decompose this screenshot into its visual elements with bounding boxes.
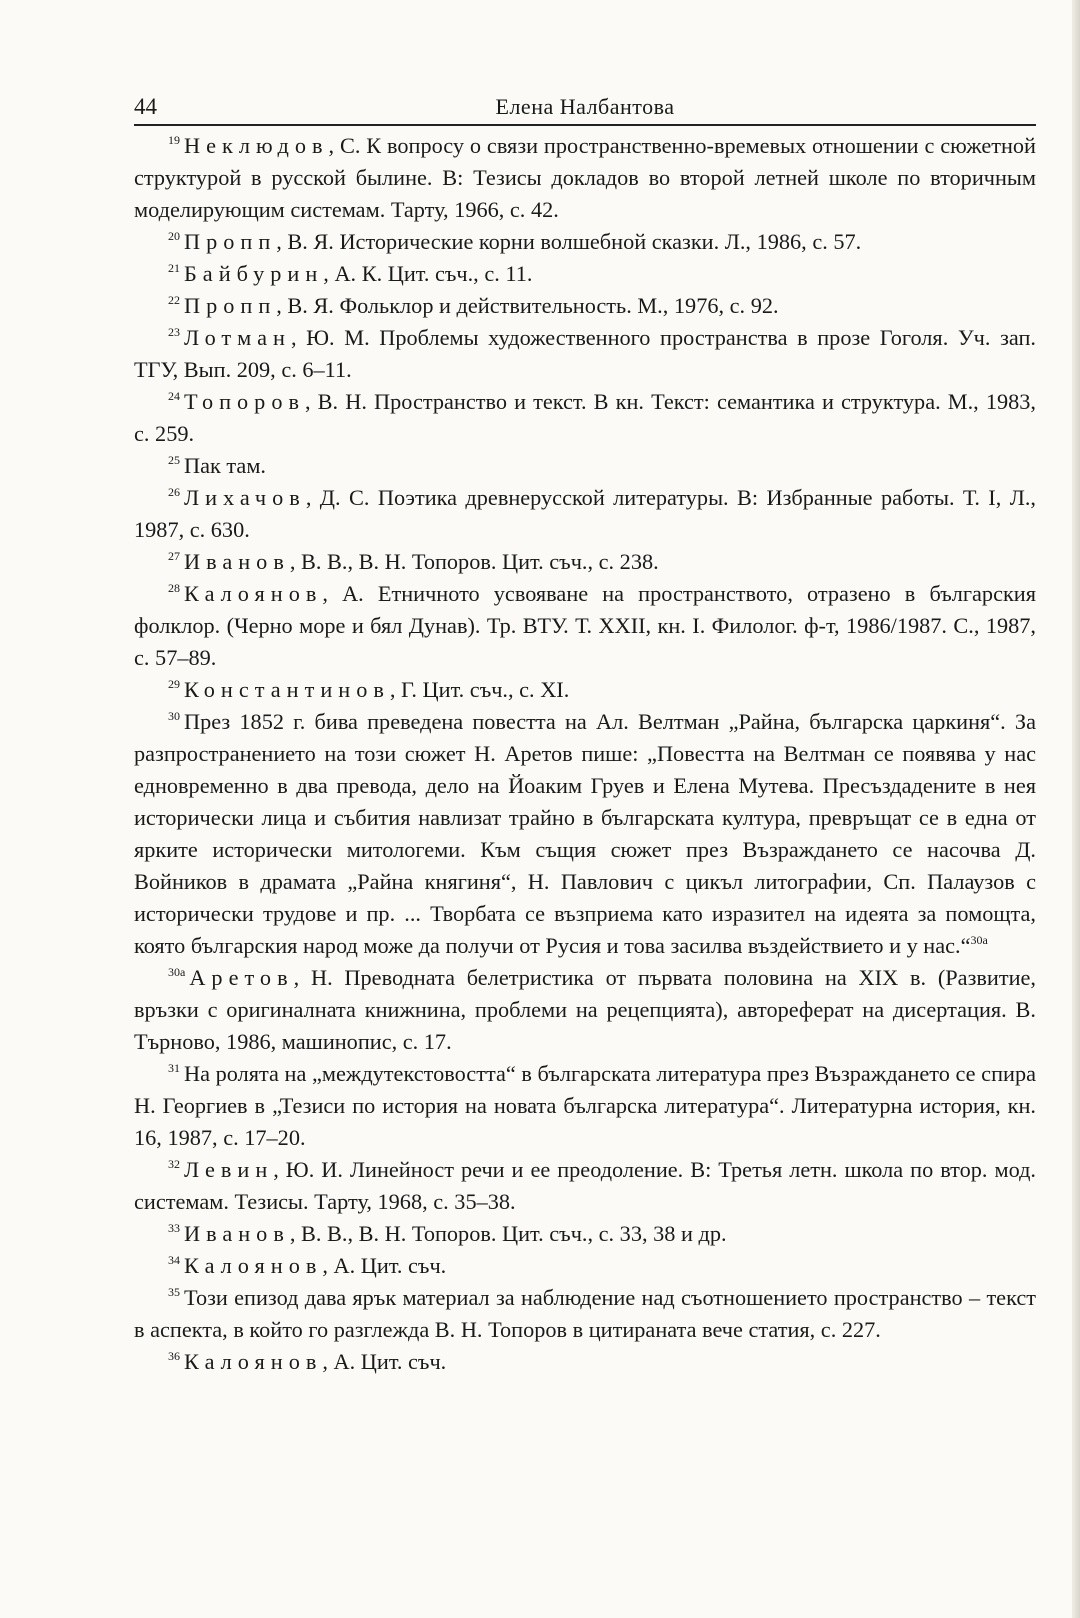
- footnote-number: 35: [168, 1285, 180, 1299]
- footnote: [134, 386, 1036, 450]
- running-head: Елена Налбантова: [495, 94, 675, 119]
- footnote-text: , Ю. М. Проблемы художественного пространства в прозе Гоголя. Уч. зап. ТГУ, Вып. 209, с. 6–11.: [134, 325, 1036, 382]
- footnote-text: През 1852 г. бива преведена повестта на Ал. Велтман „Райна, българска царкиня“. За разпространението на този сюжет Н. Аретов пише: „Повестта на Велтман се появява у нас едновременно в два превода, дело на Йоаким Груев и Елена Мутева. Пресъздадените в нея исторически лица и събития навлизат трайно в българската култура, превръщат се в една от ярките исторически митологеми. Към същия сюжет през Възраждането се насочва Д. Войников в драмата „Райна княгиня“, Н. Павлович с цикъл литографии, Сп. Палаузов с исторически трудове и пр. ... Творбата се възприема като изразител на идеята за помощта, която българския народ може да получи от Русия и това засилва въздействието и у нас.“: [134, 709, 1036, 958]
- footnote-text: , А. К. Цит. съч., с. 11.: [323, 261, 533, 286]
- footnote-number: 20: [168, 229, 180, 243]
- footnote-number: 34: [168, 1253, 180, 1267]
- footnote-number: 26: [168, 485, 180, 499]
- footnote-author: Калоянов: [184, 581, 323, 606]
- footnote: [134, 674, 1036, 706]
- footnote-text: , С. К вопросу о связи пространственно-времевых отношении с сюжетной структурой в русской былине. В: Тезисы докладов во второй летней школе по вторичным моделирующим системам. Тарту, 1966, с. 42.: [134, 133, 1036, 222]
- footnote-author: Иванов: [184, 549, 290, 574]
- footnote-text: , В. Н. Пространство и текст. В кн. Текст: семантика и структура. М., 1983, с. 259.: [134, 389, 1036, 446]
- footnote-author: Пропп: [184, 229, 277, 254]
- footnote-number: 31: [168, 1061, 180, 1075]
- footnote: [134, 130, 1036, 226]
- footnote-text: , В. В., В. Н. Топоров. Цит. съч., с. 238.: [289, 549, 659, 574]
- footnote-number: 25: [168, 453, 180, 467]
- footnote-text: , В. Я. Исторические корни волшебной сказки. Л., 1986, с. 57.: [276, 229, 862, 254]
- footnote-number: 33: [168, 1221, 180, 1235]
- footnote: [134, 1282, 1036, 1346]
- page-header: [134, 88, 1036, 126]
- footnote: [134, 482, 1036, 546]
- footnote-number: 29: [168, 677, 180, 691]
- footnote: [134, 1058, 1036, 1154]
- footnote-text: , А. Етничното усвояване на пространството, отразено в българския фолклор. (Черно море и бял Дунав). Тр. ВТУ. Т. XXII, кн. I. Филолог. ф-т, 1986/1987. С., 1987, с. 57–89.: [134, 581, 1036, 670]
- footnote-number: 19: [168, 133, 180, 147]
- footnote-author: Лотман: [184, 325, 291, 350]
- footnote-author: Топоров: [184, 389, 305, 414]
- footnote: [134, 1250, 1036, 1282]
- footnote-author: Константинов: [184, 677, 390, 702]
- footnote-text: , В. Я. Фольклор и действительность. М., 1976, с. 92.: [276, 293, 779, 318]
- footnote-number: 23: [168, 325, 180, 339]
- footnote: [134, 322, 1036, 386]
- footnote-author: Неклюдов: [184, 133, 329, 158]
- footnote: [134, 226, 1036, 258]
- footnote: [134, 1154, 1036, 1218]
- footnote-number: 36: [168, 1349, 180, 1363]
- footnote: [134, 290, 1036, 322]
- footnote-number: 27: [168, 549, 180, 563]
- footnote-author: Левин: [184, 1157, 274, 1182]
- footnote-reference-mark: 30а: [970, 933, 988, 947]
- footnote-author: Байбурин: [184, 261, 324, 286]
- footnote: [134, 258, 1036, 290]
- footnote-number: 30: [168, 709, 180, 723]
- footnote-text: , Ю. И. Линейност речи и ее преодоление. В: Третья летн. школа по втор. мод. системам. Тезисы. Тарту, 1968, с. 35–38.: [134, 1157, 1036, 1214]
- footnote-text: Този епизод дава ярък материал за наблюдение над съотношението пространство – текст в аспекта, в който го разглежда В. Н. Топоров в цитираната вече статия, с. 227.: [134, 1285, 1036, 1342]
- footnote-author: Иванов: [184, 1221, 290, 1246]
- footnote-number: 32: [168, 1157, 180, 1171]
- footnote-author: Лихачов: [184, 485, 306, 510]
- footnote-author: Калоянов: [184, 1349, 323, 1374]
- footnotes-list: [134, 130, 1036, 1378]
- page-number: 44: [134, 94, 157, 119]
- footnote-number: 22: [168, 293, 180, 307]
- footnote-text: , Н. Преводната белетристика от първата половина на XIX в. (Развитие, връзки с оригиналната книжнина, проблеми на рецепцията), автореферат на дисертация. В. Търново, 1986, машинопис, с. 17.: [134, 965, 1036, 1054]
- footnote: [134, 578, 1036, 674]
- footnote-text: На ролята на „междутекстовостта“ в българската литература през Възраждането се спира Н. Георгиев в „Тезиси по история на новата българска литература“. Литературна история, кн. 16, 1987, с. 17–20.: [134, 1061, 1036, 1150]
- footnote: [134, 962, 1036, 1058]
- page-edge-shadow: [1072, 0, 1080, 1618]
- footnote-text: , Г. Цит. съч., с. XI.: [389, 677, 570, 702]
- footnote: [134, 450, 1036, 482]
- footnote: [134, 1346, 1036, 1378]
- footnote: [134, 706, 1036, 962]
- footnote-text: , А. Цит. съч.: [322, 1349, 447, 1374]
- footnote-number: 21: [168, 261, 180, 275]
- footnote-text: , В. В., В. Н. Топоров. Цит. съч., с. 33, 38 и др.: [289, 1221, 727, 1246]
- book-page: [134, 88, 1036, 1378]
- footnote-author: Аретов: [189, 965, 294, 990]
- footnote-author: Пропп: [184, 293, 277, 318]
- footnote-text: , Д. С. Поэтика древнерусской литературы. В: Избранные работы. Т. I, Л., 1987, с. 630.: [134, 485, 1036, 542]
- footnote-text: , А. Цит. съч.: [322, 1253, 447, 1278]
- footnote-number: 28: [168, 581, 180, 595]
- footnote: [134, 1218, 1036, 1250]
- footnote-author: Калоянов: [184, 1253, 323, 1278]
- footnote: [134, 546, 1036, 578]
- footnote-number: 30а: [168, 965, 186, 979]
- footnote-number: 24: [168, 389, 180, 403]
- footnote-text: Пак там.: [184, 453, 267, 478]
